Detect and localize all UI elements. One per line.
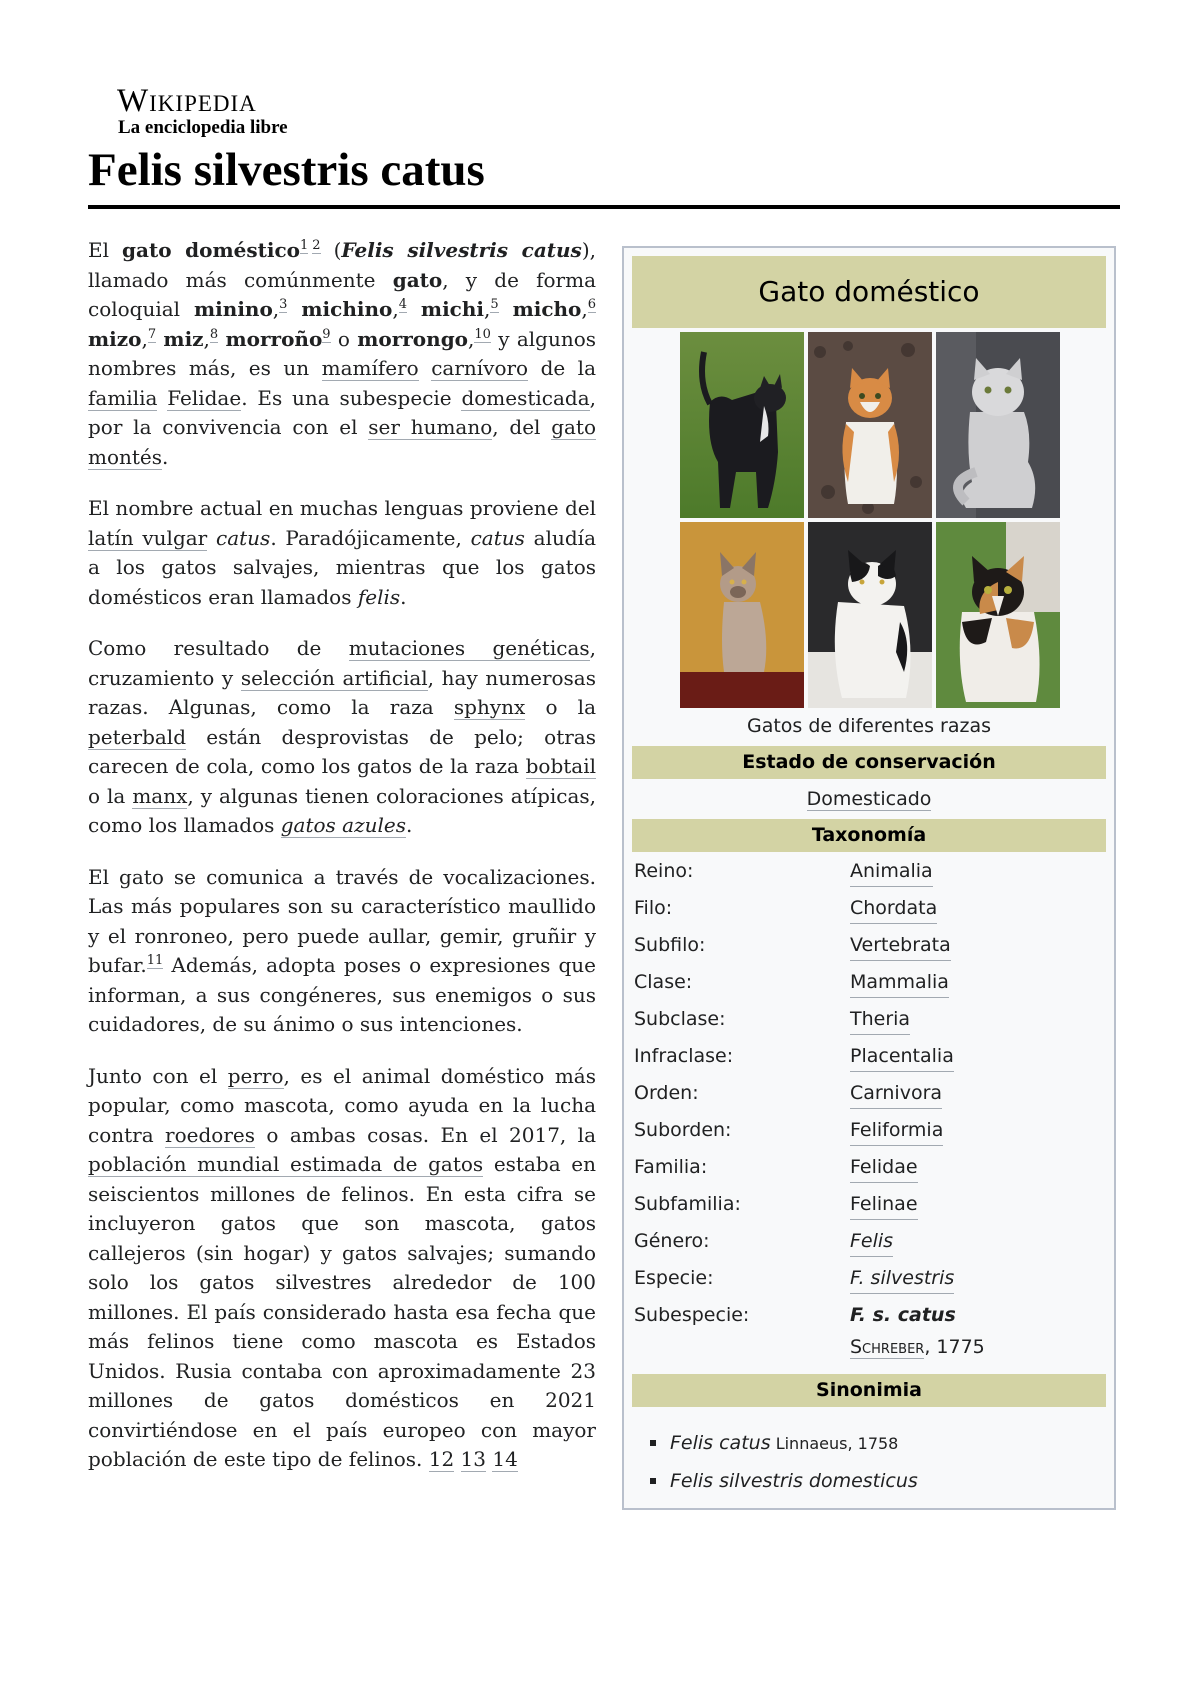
link-mutaciones-geneticas[interactable]: mutaciones genéticas xyxy=(348,636,590,660)
text: y algunos nombres más, es un xyxy=(88,326,597,380)
cat-photo-orange-image xyxy=(808,332,932,518)
text: Además, adopta poses o expresiones que informan, a sus congéneres, sus enemigos o sus cuidadores, de su ánimo o sus intenciones. xyxy=(88,953,596,1036)
cat-photo-gallery[interactable] xyxy=(680,332,1060,710)
cat-photo-grey-image xyxy=(936,332,1060,518)
title-divider xyxy=(88,205,1120,209)
bold-term: micho xyxy=(512,297,582,321)
reference-link[interactable]: 6 xyxy=(587,297,597,313)
paragraph-1: El gato doméstico$^1$ $^2$ (Felis silvestris catus), llamado más comúnmente gato, y de forma coloquial minino,$^3$ michino,$^4$ michi,$^5$ micho,$^6$ mizo,$^7$ miz,$^8$ morroño$^9$ o morrongo,$^{10}$ y algunos nombres más, es un mamífero carnívoro de la familia Felidae. Es una subespecie domesticada, por la convivencia con el ser humano, del gato montés. xyxy=(88,238,597,469)
text: . xyxy=(162,444,169,469)
link-sphynx[interactable]: sphynx xyxy=(453,695,526,719)
text: , y de forma coloquial xyxy=(88,267,596,321)
reference-link[interactable]: 12 xyxy=(428,1447,455,1471)
reference-link[interactable]: 8 xyxy=(209,326,219,342)
cat-photo-burmese-image xyxy=(680,522,804,708)
link-ser-humano[interactable]: ser humano xyxy=(368,415,493,439)
article-body xyxy=(88,236,596,1497)
text: aludía a los gatos salvajes, mientras que los gatos domésticos eran llamados xyxy=(88,525,596,609)
taxonomy-row-suborden xyxy=(634,1115,1104,1152)
text: El xyxy=(88,238,123,262)
link-gatos-azules[interactable]: gatos azules xyxy=(280,813,406,837)
link-gato-montes[interactable]: gato montés xyxy=(88,415,596,469)
taxonomy-link[interactable]: Theria xyxy=(850,1004,910,1035)
taxonomy-link[interactable]: Chordata xyxy=(850,893,937,924)
taxonomy-rank: Subfilo: xyxy=(634,934,706,956)
text: ( xyxy=(320,238,342,262)
link-roedores[interactable]: roedores xyxy=(165,1122,255,1147)
taxonomy-rank: Especie: xyxy=(634,1267,714,1289)
taxonomy-row-subfamilia xyxy=(634,1189,1104,1226)
text: están desprovistas de pelo; otras carecen de cola, como los gatos de la raza xyxy=(88,724,596,778)
text: . xyxy=(406,813,413,837)
reference-link[interactable]: 10 xyxy=(474,326,491,342)
reference-link[interactable]: 1 xyxy=(300,238,309,254)
taxonomy-link[interactable]: Mammalia xyxy=(850,967,949,998)
paragraph-3 xyxy=(88,634,596,841)
taxonomy-authority xyxy=(850,1332,1110,1362)
taxonomy-rank: Subfamilia: xyxy=(634,1193,741,1215)
cat-photo-black-white[interactable] xyxy=(808,522,932,708)
authority-year: , 1775 xyxy=(924,1336,985,1358)
link-felidae[interactable]: Felidae xyxy=(167,385,242,410)
taxonomy-row-infraclase xyxy=(634,1041,1104,1078)
text: , del xyxy=(492,415,552,439)
taxonomy-rank: Filo: xyxy=(634,897,673,919)
reference-link[interactable]: 13 xyxy=(460,1447,486,1471)
text: El gato se comunica a través de vocalizaciones. Las más populares son su característico maullido y el ronroneo, pero puede aullar, gemir, gruñir y bufar. xyxy=(88,864,596,977)
link-seleccion-artificial[interactable]: selección artificial xyxy=(240,665,428,690)
conservation-header: Estado de conservación xyxy=(632,746,1106,779)
infobox xyxy=(622,246,1116,1510)
taxonomy-rank: Subespecie: xyxy=(634,1304,750,1326)
link-schreber[interactable]: Schreber xyxy=(850,1336,925,1358)
conservation-status xyxy=(632,784,1106,814)
cat-photo-black-image xyxy=(680,332,804,518)
taxonomy-link[interactable]: Placentalia xyxy=(850,1041,954,1072)
bold-term: morrongo xyxy=(357,326,469,351)
paragraph-2 xyxy=(88,494,596,612)
bold-term: miz xyxy=(163,326,204,351)
page-title: Felis silvestris catus xyxy=(88,144,485,196)
taxonomy-row-genero xyxy=(634,1226,1104,1263)
bold-term: mizo xyxy=(88,326,142,351)
text: . Paradójicamente, xyxy=(270,525,471,550)
taxonomy-rank: Suborden: xyxy=(634,1119,732,1141)
link-mamifero[interactable]: mamífero xyxy=(321,356,419,380)
taxonomy-row-orden xyxy=(634,1078,1104,1115)
taxonomy-rank: Subclase: xyxy=(634,1008,726,1030)
taxonomy-link[interactable]: Animalia xyxy=(850,856,933,887)
taxonomy-link[interactable]: Felidae xyxy=(850,1152,918,1183)
paragraph-4 xyxy=(88,863,596,1040)
link-poblacion-mundial[interactable]: población mundial estimada de gatos xyxy=(88,1152,484,1176)
synonym-name: Felis silvestris domesticus xyxy=(670,1470,918,1492)
reference-link[interactable]: 3 xyxy=(279,297,288,313)
link-carnivoro[interactable]: carnívoro xyxy=(431,356,529,380)
bold-term: michino xyxy=(301,297,393,321)
scientific-name: Felis silvestris catus xyxy=(341,238,582,262)
taxonomy-row-subfilo xyxy=(634,930,1104,967)
text: El nombre actual en muchas lenguas proviene del xyxy=(88,496,596,520)
taxonomy-link[interactable]: Carnivora xyxy=(850,1078,942,1109)
taxonomy-row-familia xyxy=(634,1152,1104,1189)
taxonomy-rank: Familia: xyxy=(634,1156,708,1178)
cat-photo-calico-image xyxy=(936,522,1060,708)
cat-photo-grey[interactable] xyxy=(936,332,1060,518)
bold-term: gato xyxy=(392,267,443,292)
reference-link[interactable]: 11 xyxy=(146,953,164,969)
italic-term: felis xyxy=(357,584,401,609)
taxonomy-row-filo xyxy=(634,893,1104,930)
taxonomy-name: F. s. catus xyxy=(850,1304,956,1326)
text: Junto con el xyxy=(88,1063,228,1088)
synonym-item xyxy=(646,1424,1106,1462)
bold-term: minino xyxy=(194,297,273,321)
taxonomy-row-clase xyxy=(634,967,1104,1004)
text: , hay numerosas razas. Algunas, como la raza xyxy=(88,665,596,719)
cat-photo-black-white-image xyxy=(808,522,932,708)
taxonomy-rank: Clase: xyxy=(634,971,693,993)
taxonomy-rank: Reino: xyxy=(634,860,694,882)
text: de la xyxy=(528,356,596,380)
synonym-item xyxy=(646,1462,1106,1500)
taxonomy-row-reino xyxy=(634,856,1104,893)
reference-link[interactable]: 7 xyxy=(147,326,157,342)
reference-link[interactable]: 4 xyxy=(398,297,407,313)
synonym-list xyxy=(646,1424,1106,1500)
logo-tagline: La enciclopedia libre xyxy=(118,117,288,138)
italic-term: catus xyxy=(470,525,525,550)
text: Como resultado de xyxy=(88,636,349,660)
taxonomy-link[interactable]: Feliformia xyxy=(850,1115,943,1146)
text: o la xyxy=(525,695,596,719)
taxonomy-link[interactable]: Felis xyxy=(850,1226,893,1257)
text: , y algunas tienen coloraciones atípicas, como los llamados xyxy=(88,783,597,837)
taxonomy-link[interactable]: F. silvestris xyxy=(850,1263,954,1294)
text: , por la convivencia con el xyxy=(88,385,596,439)
text: estaba en seiscientos millones de felinos. En esta cifra se incluyeron gatos que son mascota, gatos callejeros (sin hogar) y gatos salvajes; sumando solo los gatos silvestres alrededor de 100 millones. El país considerado hasta esa fecha que más felinos tiene como mascota es Estados Unidos. Rusia contaba con aproximadamente 23 millones de gatos domésticos en 2021 convirtiéndose en el país europeo con mayor población de este tipo de felinos. xyxy=(88,1152,596,1471)
reference-link[interactable]: 9 xyxy=(322,326,331,342)
link-bobtail[interactable]: bobtail xyxy=(525,754,596,778)
cat-photo-burmese[interactable] xyxy=(680,522,804,708)
wikipedia-logo[interactable] xyxy=(117,84,327,138)
italic-term: catus xyxy=(216,525,271,550)
taxonomy-rank: Infraclase: xyxy=(634,1045,734,1067)
infobox-title: Gato doméstico xyxy=(632,256,1106,328)
link-manx[interactable]: manx xyxy=(132,783,188,808)
taxonomy-rank: Género: xyxy=(634,1230,710,1252)
link-familia[interactable]: familia xyxy=(88,385,158,410)
taxonomy-row-subclase xyxy=(634,1004,1104,1041)
taxonomy-rank: Orden: xyxy=(634,1082,699,1104)
text: . Es una subespecie xyxy=(241,385,462,410)
cat-photo-black[interactable] xyxy=(680,332,804,518)
taxonomy-header: Taxonomía xyxy=(632,819,1106,852)
text: . xyxy=(400,584,407,609)
paragraph-5 xyxy=(88,1062,596,1475)
link-perro[interactable]: perro xyxy=(227,1063,284,1088)
text: o la xyxy=(88,783,133,808)
bold-term: michi xyxy=(420,297,484,321)
logo-wordmark: Wikipedia xyxy=(117,83,257,119)
gallery-caption: Gatos de diferentes razas xyxy=(746,715,992,737)
reference-link[interactable]: 2 xyxy=(312,238,321,254)
taxonomy-row-especie xyxy=(634,1263,1104,1300)
bold-term: morroño xyxy=(225,326,323,351)
text: , es el animal doméstico más popular, como mascota, como ayuda en la lucha contra xyxy=(88,1063,596,1147)
taxonomy-link[interactable]: Vertebrata xyxy=(850,930,951,961)
link-peterbald[interactable]: peterbald xyxy=(88,724,186,749)
text: ), llamado más comúnmente xyxy=(88,238,596,292)
link-domesticada[interactable]: domesticada xyxy=(461,385,590,410)
synonym-name: Felis catus xyxy=(670,1432,771,1454)
cat-photo-orange[interactable] xyxy=(808,332,932,518)
link-latin-vulgar[interactable]: latín vulgar xyxy=(88,525,208,550)
link-domesticado[interactable]: Domesticado xyxy=(806,788,932,810)
reference-link[interactable]: 5 xyxy=(490,297,499,313)
text: , cruzamiento y xyxy=(88,636,596,690)
cat-photo-calico[interactable] xyxy=(936,522,1060,708)
text: o ambas cosas. En el 2017, la xyxy=(255,1122,596,1147)
reference-link[interactable]: 14 xyxy=(492,1447,518,1471)
synonymy-header: Sinonimia xyxy=(632,1374,1106,1407)
bold-term: gato doméstico xyxy=(122,238,301,262)
taxonomy-link[interactable]: Felinae xyxy=(850,1189,918,1220)
text: o xyxy=(330,326,358,351)
synonym-author: Linnaeus, 1758 xyxy=(770,1434,899,1453)
